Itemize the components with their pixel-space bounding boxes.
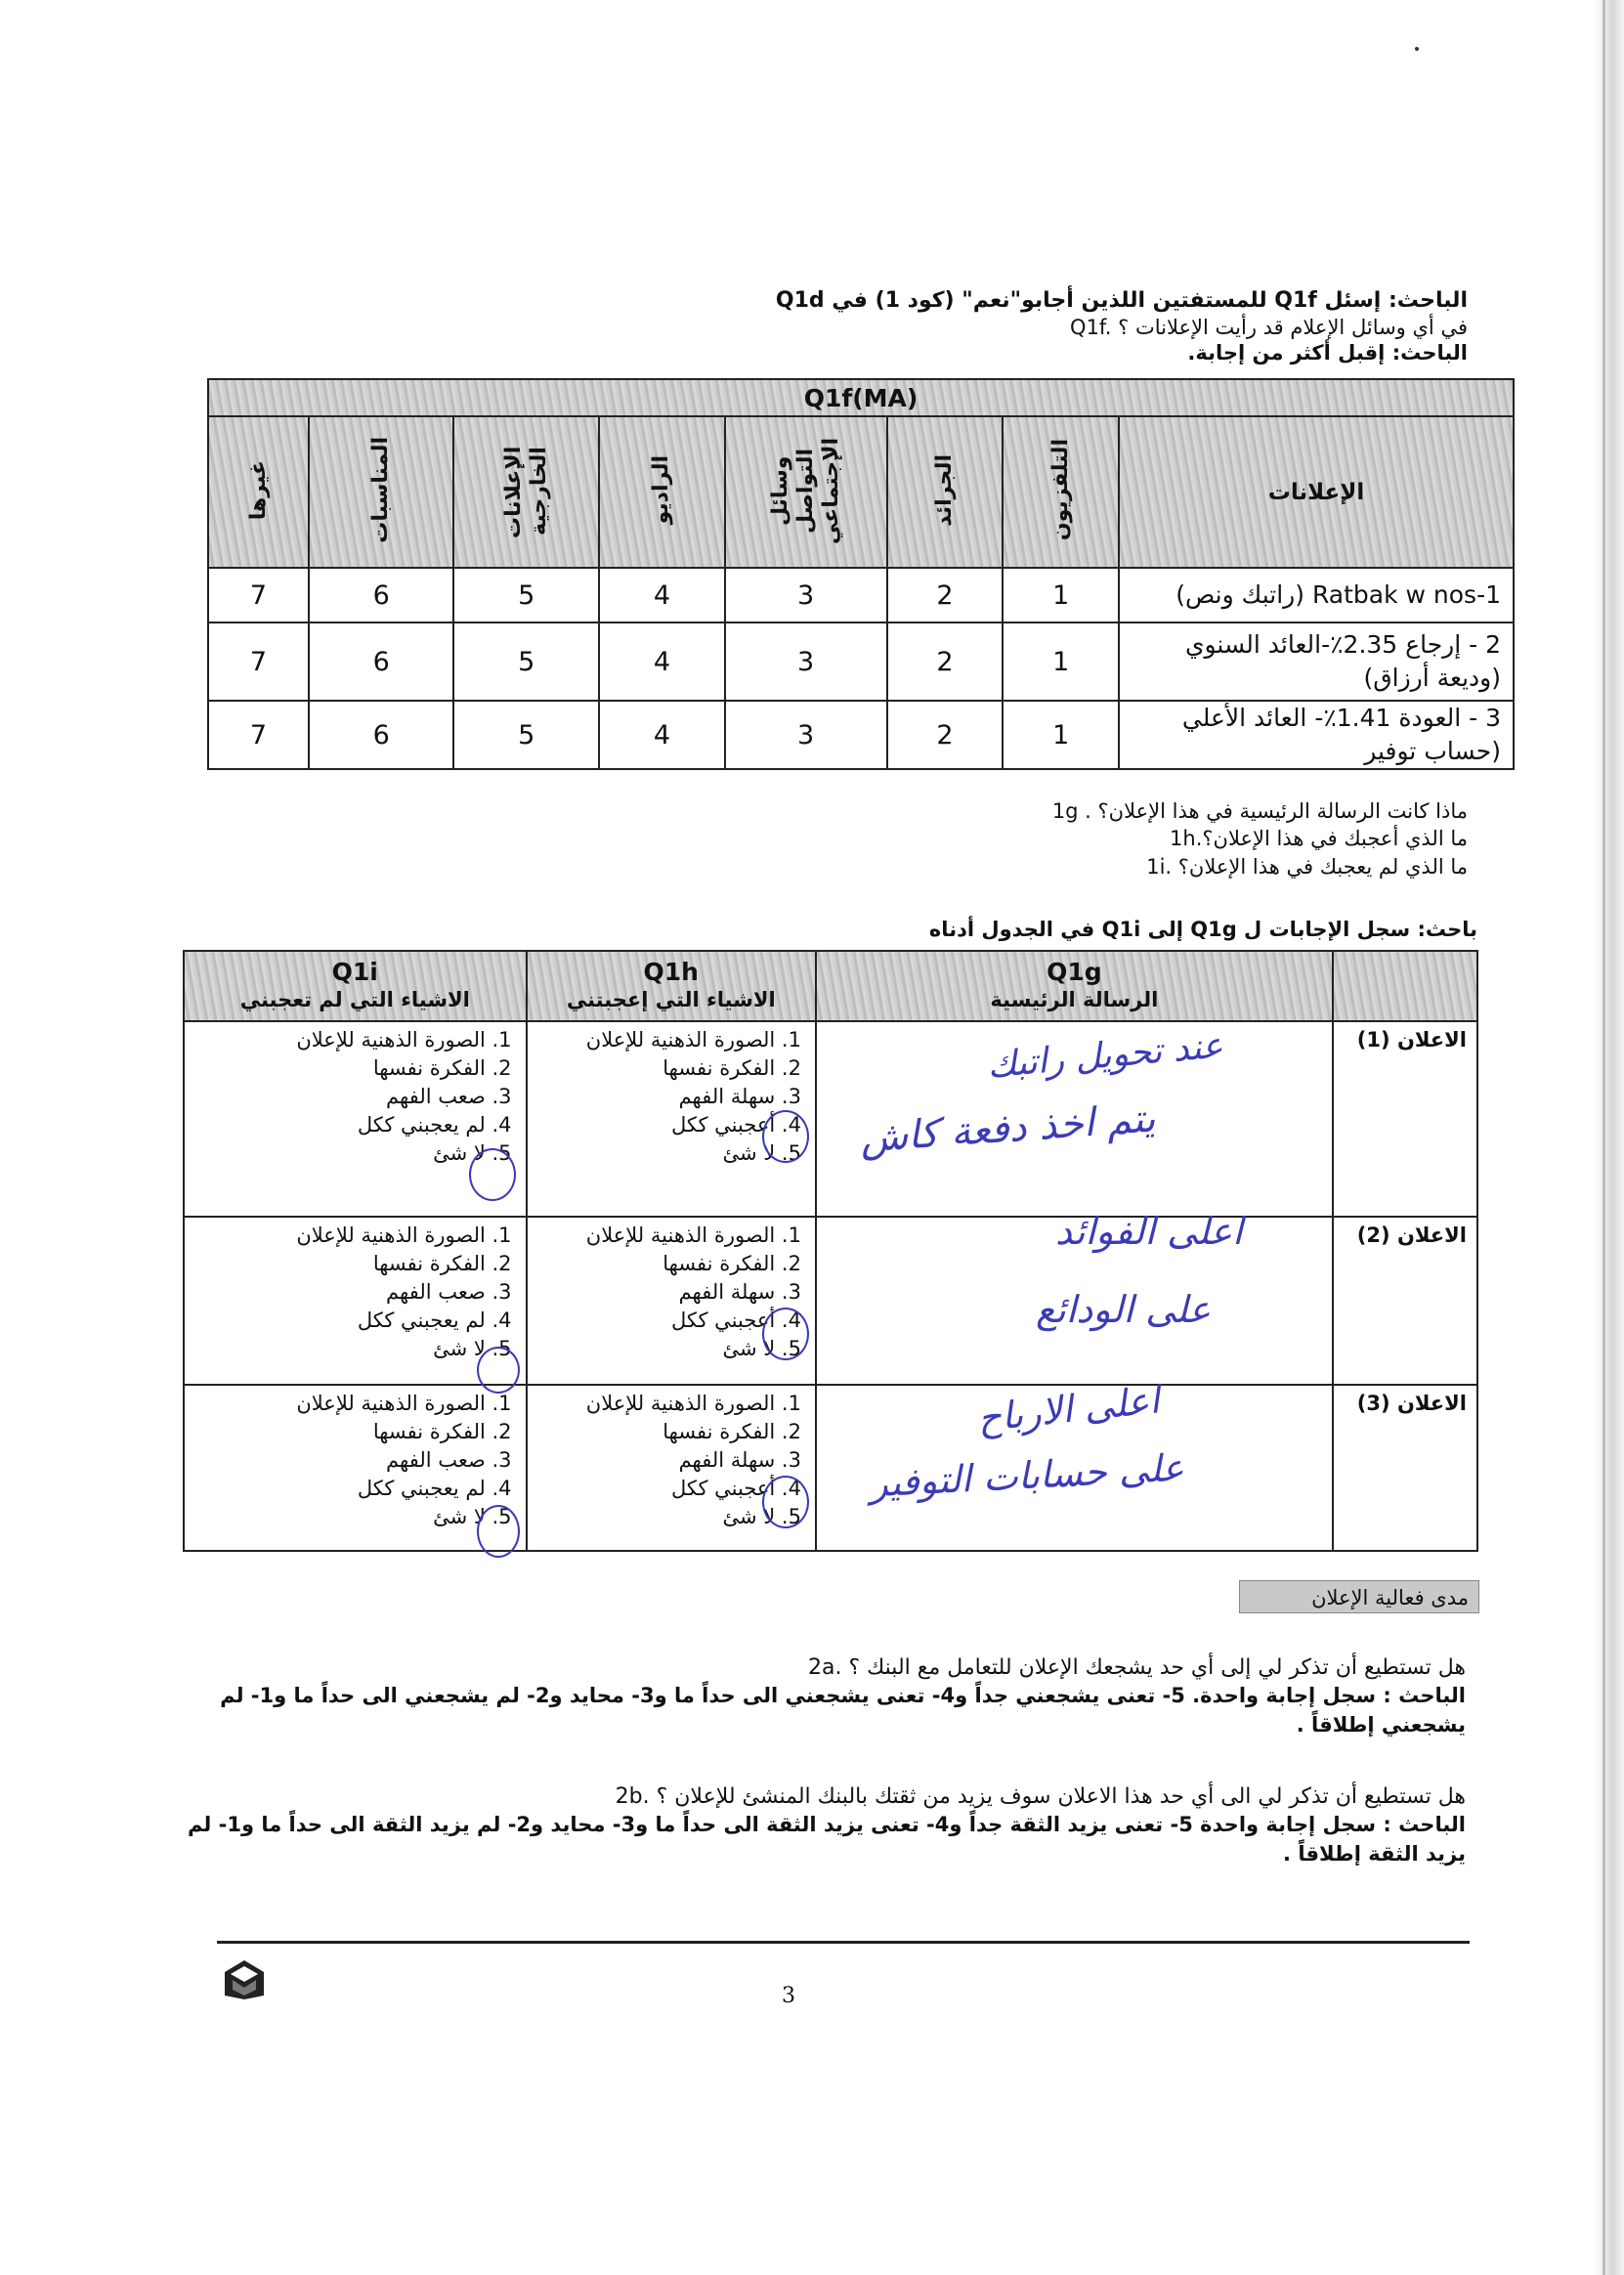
code-cell[interactable]: 1: [1003, 568, 1119, 622]
media-radio: الراديو: [599, 416, 725, 568]
researcher-instruction-q1g-q1i: باحث: سجل الإجابات ل Q1g إلى Q1i في الجدول أدناه: [928, 918, 1477, 941]
selection-circle: [477, 1505, 520, 1558]
option[interactable]: 2. الفكرة نفسها: [662, 1252, 801, 1275]
code-cell[interactable]: 6: [309, 568, 453, 622]
code-cell[interactable]: 7: [208, 701, 309, 769]
table-row: [208, 568, 1514, 622]
code-cell[interactable]: 4: [599, 622, 725, 701]
handwritten-answer-ad2-line1: اعلى الفوائد: [1055, 1210, 1243, 1253]
header-blank: [1333, 951, 1477, 1021]
code-cell[interactable]: 3: [725, 701, 887, 769]
code-cell[interactable]: 5: [453, 701, 599, 769]
ad-row-1: [184, 1021, 1477, 1217]
question-q1g: 1g . ماذا كانت الرسالة الرئيسية في هذا الإعلان؟: [1051, 799, 1468, 823]
selection-circle: [477, 1347, 520, 1394]
option[interactable]: 2. الفكرة نفسها: [372, 1252, 512, 1275]
company-logo-icon: [223, 1958, 266, 2001]
media-tv: التلفزيون: [1003, 416, 1119, 568]
binding-edge: [1595, 0, 1624, 2275]
code-cell[interactable]: 3: [725, 568, 887, 622]
option[interactable]: 1. الصورة الذهنية للإعلان: [296, 1028, 512, 1052]
instruction-2b-line1: الباحث : سجل إجابة واحدة 5- تعنى يزيد الثقة جداً و4- تعنى يزيد الثقة الى حداً ما و3- محايد و2- لم يزيد الثقة الى حداً ما و1- لم: [187, 1813, 1466, 1836]
header-q1g: Q1g الرسالة الرئيسية: [816, 951, 1333, 1021]
option[interactable]: 5. لا شئ: [722, 1505, 801, 1528]
question-2a: 2a. هل تستطيع أن تذكر لي إلى أي حد يشجعك الإعلان للتعامل مع البنك ؟: [807, 1655, 1466, 1680]
media-newspapers: الجرائد: [887, 416, 1004, 568]
option[interactable]: 3. سهلة الفهم: [678, 1085, 801, 1108]
q1i-options: [184, 1217, 527, 1385]
q1g-responses-table: [183, 950, 1478, 1552]
row-label: 3 - العودة 1.41٪- العائد الأعلي (حساب توفير: [1119, 701, 1514, 769]
ad-row-3: [184, 1385, 1477, 1551]
handwritten-answer-ad2-line2: على الودائع: [1036, 1288, 1212, 1331]
selection-circle: [469, 1148, 516, 1201]
code-cell[interactable]: 5: [453, 568, 599, 622]
option[interactable]: 1. الصورة الذهنية للإعلان: [585, 1028, 801, 1052]
row-label: Ratbak w nos-1 (راتبك ونص): [1119, 568, 1514, 622]
q1h-options: [527, 1217, 816, 1385]
option[interactable]: 4. لم يعجبني ككل: [357, 1309, 512, 1332]
media-events: المناسبات: [309, 416, 453, 568]
researcher-instruction-q1f: الباحث: إسئل Q1f للمستفتين اللذين أجابو"نعم" (كود 1) في Q1d: [775, 288, 1468, 313]
q1i-options: [184, 1385, 527, 1551]
footer-rule: [217, 1941, 1470, 1944]
researcher-note-multi-answer: الباحث: إقبل أكثر من إجابة.: [1187, 341, 1468, 365]
section-label-ad-effectiveness: مدى فعالية الإعلان: [1239, 1580, 1479, 1613]
handwritten-answer-ad1-line2: يتم اخذ دفعة كاش: [858, 1095, 1157, 1162]
option[interactable]: 3. سهلة الفهم: [678, 1448, 801, 1472]
code-cell[interactable]: 2: [887, 701, 1004, 769]
question-2b: 2b. هل تستطيع أن تذكر لي الى أي حد هذا الاعلان سوف يزيد من ثقتك بالبنك المنشئ للإعلان ؟: [615, 1784, 1466, 1809]
option[interactable]: 3. صعب الفهم: [386, 1085, 512, 1108]
ad-row-2: [184, 1217, 1477, 1385]
code-cell[interactable]: 2: [887, 568, 1004, 622]
option[interactable]: 5. لا شئ: [722, 1337, 801, 1360]
media-outdoor: الإعلانات الخارجية: [453, 416, 599, 568]
handwritten-answer-ad3-line1: اعلى الارباح: [975, 1378, 1162, 1440]
q1f-title: Q1f(MA): [208, 379, 1514, 416]
q1h-options: [527, 1385, 816, 1551]
option[interactable]: 5. لا شئ: [433, 1141, 512, 1165]
handwritten-answer-ad1-line1: عند تحويل راتبك: [985, 1025, 1225, 1087]
page-number: 3: [782, 1984, 795, 2008]
code-cell[interactable]: 1: [1003, 622, 1119, 701]
code-cell[interactable]: 4: [599, 701, 725, 769]
option[interactable]: 5. لا شئ: [433, 1505, 512, 1528]
code-cell[interactable]: 2: [887, 622, 1004, 701]
ad-label: الاعلان (1): [1333, 1021, 1477, 1217]
ad-label: الاعلان (2): [1333, 1217, 1477, 1385]
option[interactable]: 3. سهلة الفهم: [678, 1280, 801, 1304]
instruction-2b-line2: يزيد الثقة إطلاقاً .: [1283, 1842, 1466, 1866]
code-cell[interactable]: 4: [599, 568, 725, 622]
option[interactable]: 1. الصورة الذهنية للإعلان: [585, 1392, 801, 1415]
header-q1i: Q1i الاشياء التي لم تعجبني: [184, 951, 527, 1021]
code-cell[interactable]: 6: [309, 701, 453, 769]
option[interactable]: 1. الصورة الذهنية للإعلان: [296, 1223, 512, 1247]
question-q1f: Q1f. في أي وسائل الإعلام قد رأيت الإعلانات ؟: [1070, 316, 1468, 339]
option[interactable]: 4. أعجبني ككل: [670, 1477, 801, 1500]
ad-label: الاعلان (3): [1333, 1385, 1477, 1551]
option[interactable]: 2. الفكرة نفسها: [372, 1056, 512, 1080]
code-cell[interactable]: 3: [725, 622, 887, 701]
option[interactable]: 3. صعب الفهم: [386, 1280, 512, 1304]
table-row: [208, 622, 1514, 701]
option[interactable]: 3. صعب الفهم: [386, 1448, 512, 1472]
option[interactable]: 2. الفكرة نفسها: [662, 1420, 801, 1443]
instruction-2a-line1: الباحث : سجل إجابة واحدة. 5- تعنى يشجعني جداً و4- تعنى يشجعني الى حداً ما و3- محايد و2- لم يشجعني الى حداً ما و1- لم: [220, 1684, 1466, 1707]
q1f-media-table: [207, 378, 1515, 770]
row-label: 2 - إرجاع 2.35٪-العائد السنوي (وديعة أرزاق): [1119, 622, 1514, 701]
option[interactable]: 5. لا شئ: [433, 1337, 512, 1360]
code-cell[interactable]: 1: [1003, 701, 1119, 769]
code-cell[interactable]: 5: [453, 622, 599, 701]
option[interactable]: 4. لم يعجبني ككل: [357, 1477, 512, 1500]
question-q1h: 1h.ما الذي أعجبك في هذا الإعلان؟: [1170, 827, 1468, 850]
media-social: وسائل التواصل الإجتماعي: [725, 416, 887, 568]
option[interactable]: 5. لا شئ: [722, 1141, 801, 1165]
header-ads: الإعلانات: [1119, 416, 1514, 568]
option[interactable]: 2. الفكرة نفسها: [372, 1420, 512, 1443]
selection-circle: [762, 1308, 809, 1360]
speck: [1415, 47, 1419, 51]
instruction-2a-line2: يشجعني إطلاقاً .: [1296, 1713, 1466, 1737]
option[interactable]: 1. الصورة الذهنية للإعلان: [296, 1392, 512, 1415]
option[interactable]: 4. أعجبني ككل: [670, 1309, 801, 1332]
code-cell[interactable]: 7: [208, 622, 309, 701]
code-cell[interactable]: 6: [309, 622, 453, 701]
selection-circle: [762, 1476, 809, 1528]
option[interactable]: 4. لم يعجبني ككل: [357, 1113, 512, 1137]
option[interactable]: 2. الفكرة نفسها: [662, 1056, 801, 1080]
handwritten-answer-ad3-line2: على حسابات التوفير: [869, 1445, 1185, 1506]
option[interactable]: 4. أعجبني ككل: [670, 1113, 801, 1137]
option[interactable]: 1. الصورة الذهنية للإعلان: [585, 1223, 801, 1247]
code-cell[interactable]: 7: [208, 568, 309, 622]
table-row: [208, 701, 1514, 769]
selection-circle: [762, 1110, 809, 1163]
header-q1h: Q1h الاشياء التي إعجبتني: [527, 951, 816, 1021]
media-other: غيرها: [208, 416, 309, 568]
question-q1i: 1i. ما الذي لم يعجبك في هذا الإعلان؟: [1146, 855, 1468, 879]
